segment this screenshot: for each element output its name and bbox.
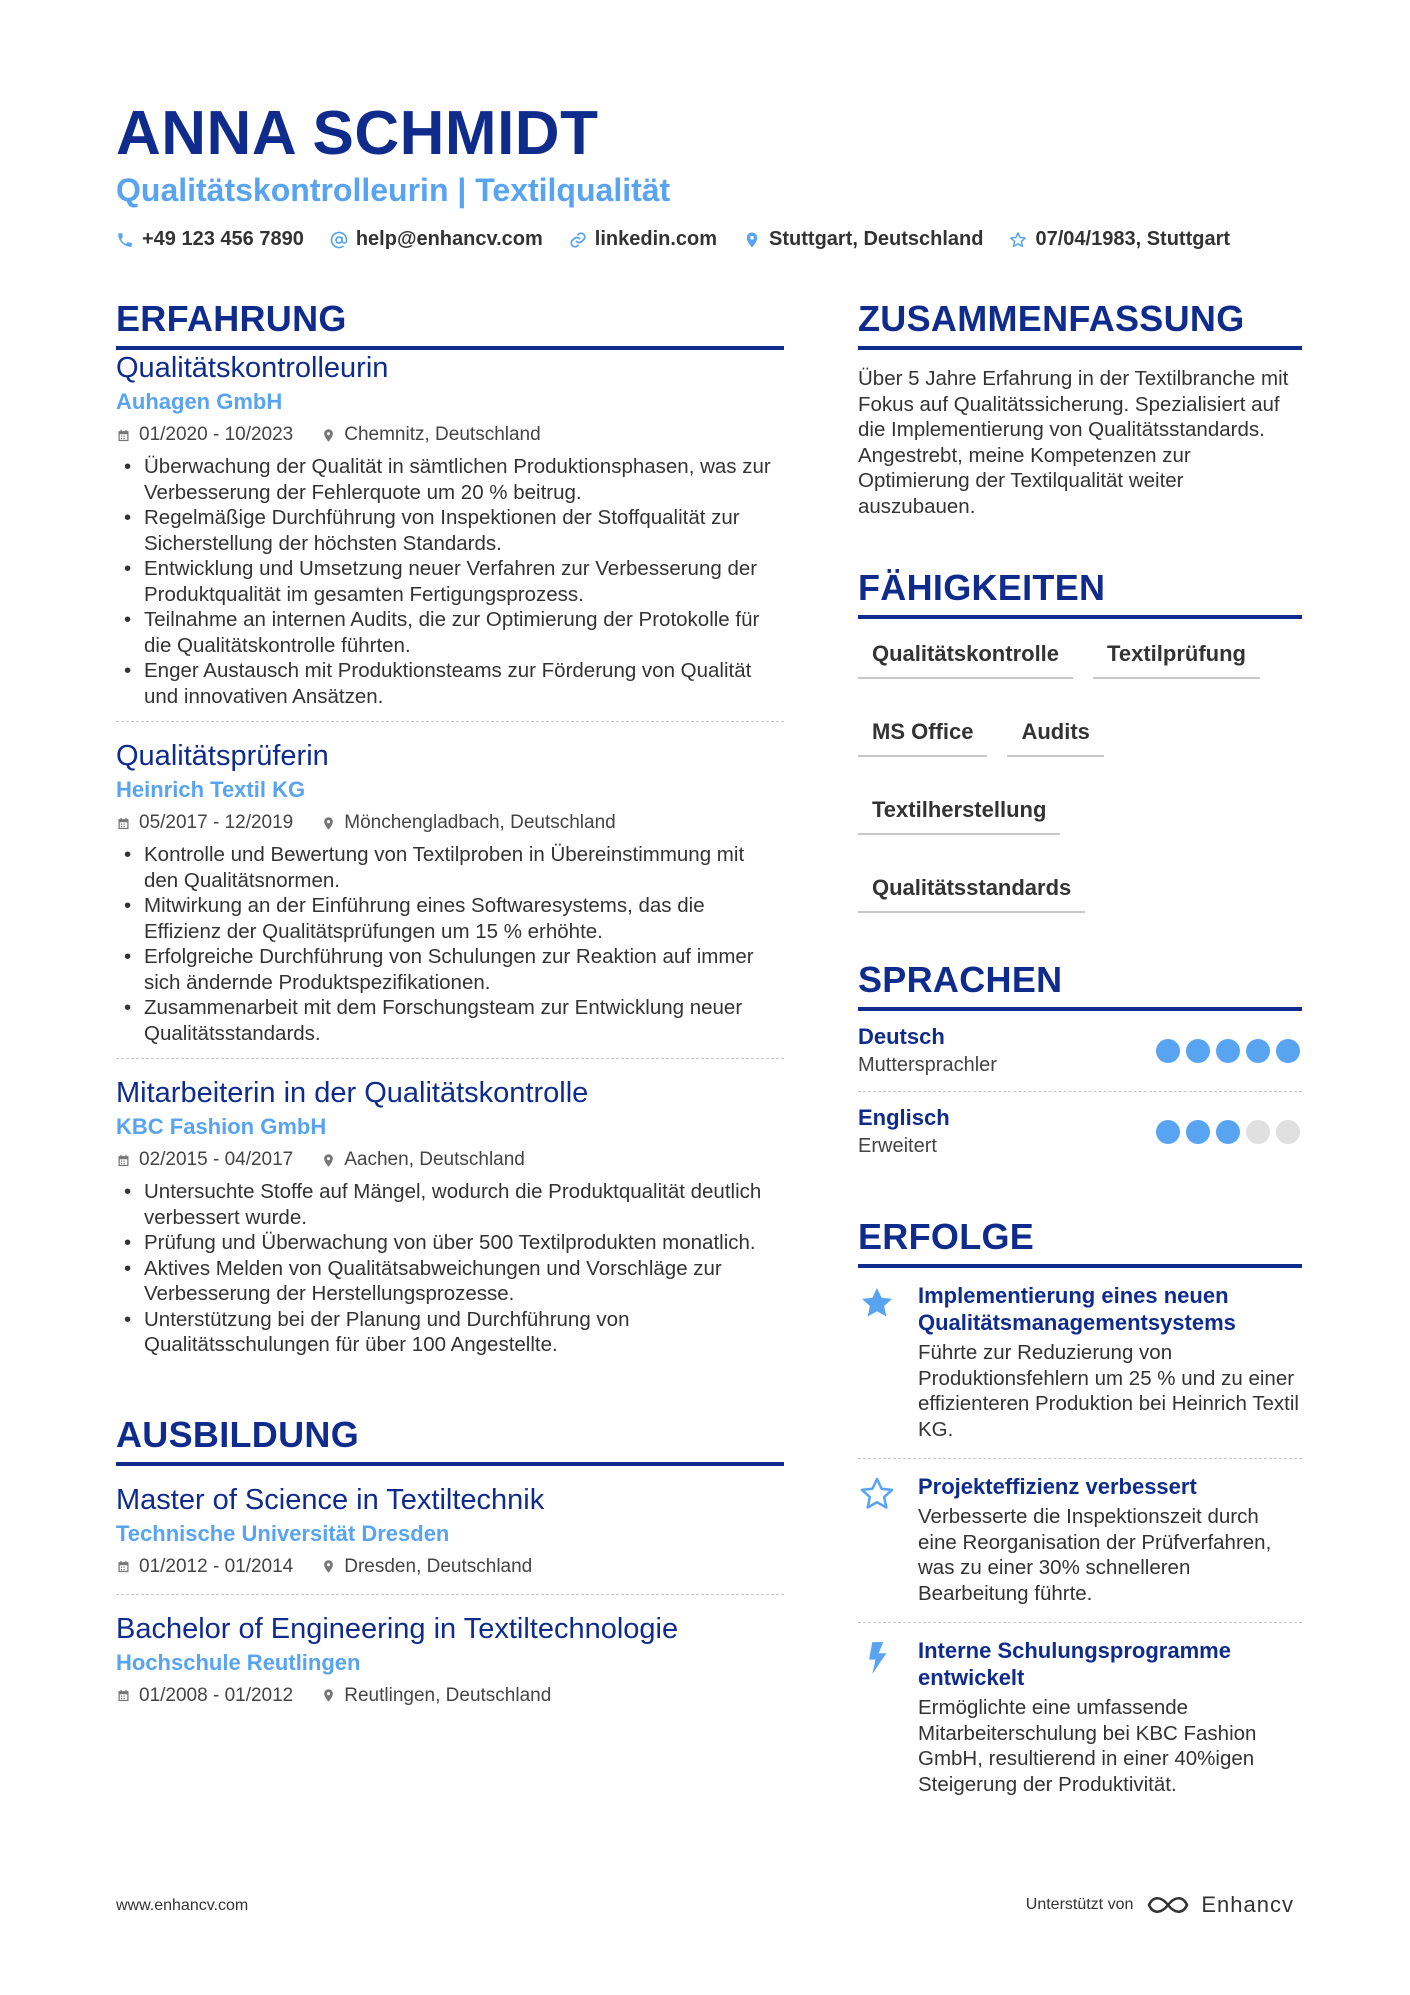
education-location-text: Reutlingen, Deutschland: [344, 1684, 552, 1706]
achievement-entry: [858, 1268, 1302, 1458]
at-icon: [330, 231, 348, 249]
calendar-icon: [116, 428, 131, 443]
skills-list: [858, 633, 1302, 913]
languages-section: [858, 959, 1302, 1172]
job-bullets: [116, 842, 784, 1046]
job-entry: [116, 350, 784, 721]
footer-branding: [1026, 1892, 1294, 1918]
education-meta: [116, 1681, 784, 1711]
right-column: [858, 298, 1302, 1813]
left-column: [116, 298, 784, 1723]
job-location-text: Chemnitz, Deutschland: [344, 424, 541, 445]
skill-tag: Textilprüfung: [1093, 633, 1260, 679]
education-entry: [116, 1594, 784, 1723]
achievement-text: Verbesserte die Inspektionszeit durch eine Reorganisation der Prüfverfahren, was zu einer 30% schnelleren Bearbeitung führte.: [918, 1505, 1272, 1605]
contact-location: [743, 228, 983, 251]
job-dates: [116, 1145, 293, 1175]
skill-tag: Textilherstellung: [858, 789, 1060, 835]
rating-dot-filled: [1186, 1039, 1210, 1063]
skill-tag: Qualitätskontrolle: [858, 633, 1073, 679]
contact-birth: [1009, 228, 1230, 251]
job-dates-text: 02/2015 - 04/2017: [139, 1149, 294, 1170]
contact-email[interactable]: [330, 228, 543, 251]
enhancv-logo-icon: [1145, 1893, 1191, 1917]
location-pin-icon: [321, 428, 336, 443]
bullet-item: • Aktives Melden von Qualitätsabweichungen und Vorschläge zur Verbesserung der Herstellungsprozesse.: [116, 1256, 784, 1307]
calendar-icon: [116, 816, 131, 831]
education-dates-text: 01/2008 - 01/2012: [139, 1684, 294, 1706]
job-dates: [116, 808, 293, 838]
language-rating: [1156, 1039, 1300, 1063]
location-text: Stuttgart, Deutschland: [769, 228, 984, 250]
job-meta: [116, 420, 784, 450]
achievement-title: Projekteffizienz verbessert: [918, 1474, 1197, 1499]
skill-tag: Audits: [1007, 711, 1103, 757]
education-dates-text: 01/2012 - 01/2014: [139, 1555, 294, 1577]
bullet-item: • Unterstützung bei der Planung und Durchführung von Qualitätsschulungen für über 100 Angestellte.: [116, 1307, 784, 1358]
linkedin-text: linkedin.com: [594, 228, 718, 250]
language-name: Englisch: [858, 1105, 950, 1130]
job-location-text: Mönchengladbach, Deutschland: [344, 812, 616, 833]
languages-heading: SPRACHEN: [858, 959, 1302, 1011]
skills-section: [858, 567, 1302, 913]
footer-website[interactable]: www.enhancv.com: [116, 1897, 249, 1914]
location-pin-icon: [321, 816, 336, 831]
job-location: [321, 808, 615, 838]
achievements-heading: ERFOLGE: [858, 1216, 1302, 1268]
contact-linkedin[interactable]: [569, 228, 717, 251]
language-rating: [1156, 1120, 1300, 1144]
summary-text: Über 5 Jahre Erfahrung in der Textilbranche mit Fokus auf Qualitätssicherung. Spezialisiert auf die Implementierung von Qualitätsstandards. Angestrebt, meine Kompetenzen zur Optimierung der Textilqualität weiter auszubauen.: [858, 367, 1289, 518]
rating-dot-filled: [1156, 1039, 1180, 1063]
bullet-item: • Überwachung der Qualität in sämtlichen Produktionsphasen, was zur Verbesserung der Fehlerquote um 20 % beitrug.: [116, 454, 784, 505]
company-name: Heinrich Textil KG: [116, 777, 306, 802]
school-name: Hochschule Reutlingen: [116, 1649, 361, 1675]
job-title: Qualitätsprüferin: [116, 740, 329, 772]
brand-name: Enhancv: [1201, 1892, 1294, 1917]
education-meta: [116, 1552, 784, 1582]
lightning-icon: [858, 1639, 896, 1677]
bullet-item: • Erfolgreiche Durchführung von Schulungen zur Reaktion auf immer sich ändernde Produktspezifikationen.: [116, 944, 784, 995]
language-level: Erweitert: [858, 1135, 937, 1157]
education-location-text: Dresden, Deutschland: [344, 1555, 533, 1577]
job-title: Mitarbeiterin in der Qualitätskontrolle: [116, 1077, 589, 1109]
star-outline-icon: [858, 1475, 896, 1513]
company-name: Auhagen GmbH: [116, 389, 283, 414]
skill-tag: Qualitätsstandards: [858, 867, 1085, 913]
education-location: [321, 1552, 532, 1582]
job-meta: [116, 1145, 784, 1175]
achievement-entry: [858, 1458, 1302, 1622]
skill-tag: MS Office: [858, 711, 987, 757]
star-outline-icon: [1009, 231, 1027, 249]
school-name: Technische Universität Dresden: [116, 1520, 450, 1546]
bullet-item: • Mitwirkung an der Einführung eines Softwaresystems, das die Effizienz der Qualitätsprüfungen um 15 % erhöhte.: [116, 893, 784, 944]
link-icon: [569, 231, 587, 249]
language-entry: [858, 1011, 1302, 1091]
contact-bar: [116, 228, 1230, 251]
degree-title: Bachelor of Engineering in Textiltechnologie: [116, 1612, 679, 1645]
contact-phone[interactable]: [116, 228, 304, 251]
language-level: Muttersprachler: [858, 1054, 997, 1076]
enhancv-logo[interactable]: [1145, 1892, 1294, 1918]
powered-by-text: Unterstützt von: [1025, 1896, 1134, 1913]
degree-title: Master of Science in Textiltechnik: [116, 1483, 545, 1516]
language-entry: [858, 1091, 1302, 1172]
education-location: [321, 1681, 551, 1711]
calendar-icon: [116, 1688, 131, 1703]
education-heading: AUSBILDUNG: [116, 1414, 784, 1466]
company-name: KBC Fashion GmbH: [116, 1114, 327, 1139]
candidate-title: Qualitätskontrolleurin | Textilqualität: [116, 172, 671, 208]
education-dates: [116, 1552, 293, 1582]
bullet-item: • Regelmäßige Durchführung von Inspektionen der Stoffqualität zur Sicherstellung der höchsten Standards.: [116, 505, 784, 556]
calendar-icon: [116, 1153, 131, 1168]
email-text: help@enhancv.com: [355, 228, 543, 250]
bullet-item: • Entwicklung und Umsetzung neuer Verfahren zur Verbesserung der Produktqualität im gesamten Fertigungsprozess.: [116, 556, 784, 607]
job-entry: [116, 1058, 784, 1370]
phone-icon: [116, 231, 134, 249]
experience-heading: ERFAHRUNG: [116, 298, 784, 350]
bullet-item: • Prüfung und Überwachung von über 500 Textilprodukten monatlich.: [116, 1230, 784, 1256]
summary-heading: ZUSAMMENFASSUNG: [858, 298, 1302, 350]
rating-dot-filled: [1186, 1120, 1210, 1144]
job-title: Qualitätskontrolleurin: [116, 352, 389, 384]
job-dates-text: 05/2017 - 12/2019: [139, 812, 294, 833]
location-pin-icon: [321, 1688, 336, 1703]
achievement-text: Führte zur Reduzierung von Produktionsfehlern um 25 % und zu einer effizienteren Produktion bei Heinrich Textil KG.: [918, 1341, 1299, 1441]
location-pin-icon: [321, 1153, 336, 1168]
skills-heading: FÄHIGKEITEN: [858, 567, 1302, 619]
bullet-item: • Untersuchte Stoffe auf Mängel, wodurch die Produktqualität deutlich verbessert wurde.: [116, 1179, 784, 1230]
rating-dot-filled: [1246, 1039, 1270, 1063]
bullet-item: • Zusammenarbeit mit dem Forschungsteam zur Entwicklung neuer Qualitätsstandards.: [116, 995, 784, 1046]
rating-dot-filled: [1276, 1039, 1300, 1063]
language-name: Deutsch: [858, 1024, 945, 1049]
job-bullets: [116, 1179, 784, 1358]
job-dates-text: 01/2020 - 10/2023: [139, 424, 294, 445]
achievements-section: [858, 1216, 1302, 1813]
education-entry: [116, 1466, 784, 1594]
location-pin-icon: [321, 1559, 336, 1574]
star-filled-icon: [858, 1284, 896, 1322]
rating-dot-filled: [1216, 1039, 1240, 1063]
job-bullets: [116, 454, 784, 709]
achievement-text: Ermöglichte eine umfassende Mitarbeiterschulung bei KBC Fashion GmbH, resultierend in einer 40%igen Steigerung der Produktivität.: [918, 1696, 1257, 1796]
job-location: [321, 420, 540, 450]
location-pin-icon: [743, 231, 761, 249]
bullet-item: • Enger Austausch mit Produktionsteams zur Förderung von Qualität und innovativen Ansätzen.: [116, 658, 784, 709]
bullet-item: • Kontrolle und Bewertung von Textilproben in Übereinstimmung mit den Qualitätsnormen.: [116, 842, 784, 893]
achievement-title: Interne Schulungsprogramme entwickelt: [918, 1638, 1231, 1690]
calendar-icon: [116, 1559, 131, 1574]
job-entry: [116, 721, 784, 1058]
job-location: [321, 1145, 525, 1175]
candidate-name: ANNA SCHMIDT: [116, 99, 599, 168]
rating-dot-filled: [1216, 1120, 1240, 1144]
education-section: [116, 1414, 784, 1723]
education-dates: [116, 1681, 293, 1711]
phone-text: +49 123 456 7890: [142, 228, 304, 250]
achievement-entry: [858, 1622, 1302, 1813]
job-dates: [116, 420, 293, 450]
bullet-item: • Teilnahme an internen Audits, die zur Optimierung der Protokolle für die Qualitätskontrolle führten.: [116, 607, 784, 658]
rating-dot-empty: [1246, 1120, 1270, 1144]
rating-dot-filled: [1156, 1120, 1180, 1144]
birth-text: 07/04/1983, Stuttgart: [1035, 228, 1231, 250]
job-meta: [116, 808, 784, 838]
rating-dot-empty: [1276, 1120, 1300, 1144]
job-location-text: Aachen, Deutschland: [344, 1149, 525, 1170]
achievement-title: Implementierung eines neuen Qualitätsmanagementsystems: [918, 1283, 1236, 1335]
